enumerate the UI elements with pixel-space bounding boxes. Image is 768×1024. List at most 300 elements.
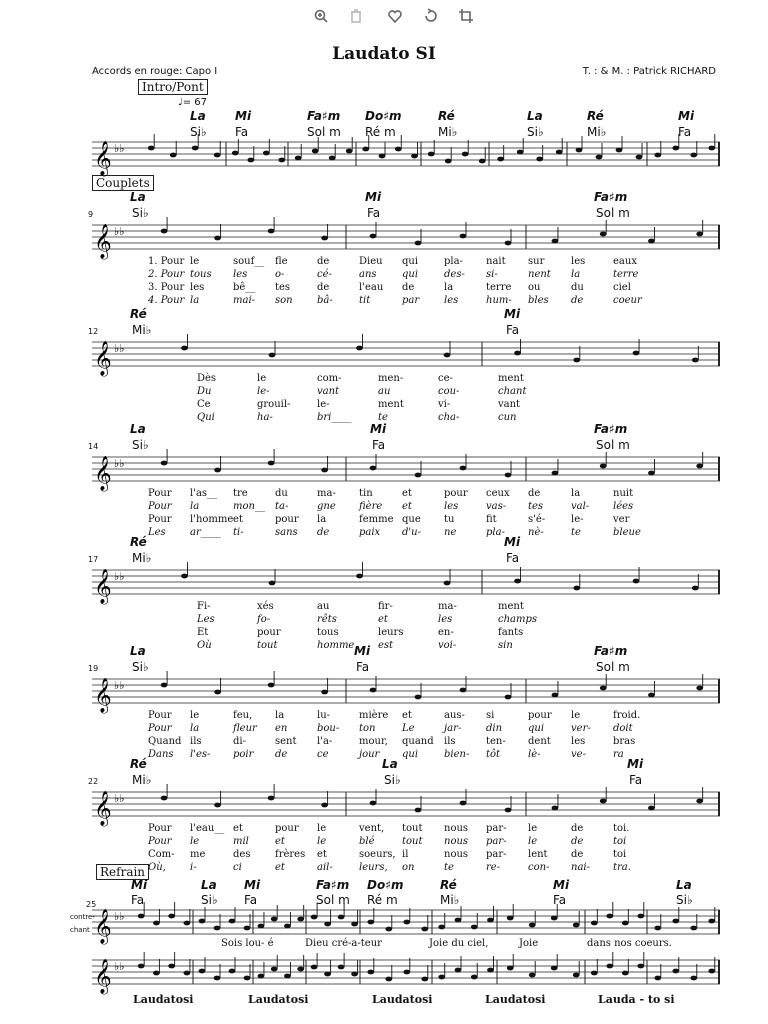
lyric-syllable: Fi- [197,601,211,612]
lyric-syllable: fle [275,256,288,267]
staff-refrain [92,956,720,994]
lyric-syllable: de [317,282,330,293]
lyric-syllable: du [275,488,288,499]
lyric-syllable: et [233,514,243,525]
lyric-syllable: de [571,295,584,306]
lyric-syllable: fit [486,514,497,525]
measure-number: 14 [88,442,99,451]
lyric-syllable: fleur [233,723,257,734]
chord-black: Fa [131,893,145,907]
lyric-syllable: son [275,295,293,306]
lyric-syllable: men- [378,373,404,384]
chord-black: Si♭ [132,206,149,220]
lyric-syllable: cun [498,412,517,423]
lyric-syllable: 3. Pour [148,282,185,293]
lyric-syllable: Dieu [359,256,383,267]
chord-black: Fa [235,125,249,139]
lyric-syllable: pour [528,710,552,721]
svg-text:𝄞: 𝄞 [94,678,112,713]
lyric-syllable: Et [197,627,209,638]
lyric-syllable: fants [498,627,524,638]
measure-number: 12 [88,327,99,336]
staff-verse [92,453,720,491]
verse-chords-black [0,551,768,567]
lyric-syllable: le [317,836,327,847]
lyric-syllable: et [402,501,412,512]
lyric-syllable: tout [257,640,278,651]
lyric-syllable: il [402,849,409,860]
lyric-syllable: d'u- [402,527,421,538]
refrain-bottom-lyric: Laudatosi [248,993,309,1006]
lyric-syllable: me [190,849,206,860]
lyric-syllable: ail- [317,862,333,873]
svg-text:𝄞: 𝄞 [94,141,112,176]
svg-text:𝄞: 𝄞 [94,791,112,826]
lyric-syllable: tit [359,295,371,306]
lyric-syllable: din [486,723,503,734]
lyric-syllable: tout [402,836,423,847]
lyric-syllable: ne [444,527,457,538]
verse-chords-red [0,535,768,551]
lyric-syllable: ils [190,736,202,747]
lyric-syllable: ti- [233,527,244,538]
svg-text:𝄞: 𝄞 [94,909,112,944]
verse-chords-red [0,190,768,206]
verse-line [0,601,768,614]
lyric-syllable: soeurs, [359,849,396,860]
lyric-syllable: la [444,282,454,293]
lyric-syllable: ment [498,601,524,612]
lyric-syllable: blé [359,836,375,847]
refrain-bottom-lyric: Laudatosi [485,993,546,1006]
measure-number: 9 [88,210,94,219]
chord-black: Fa [629,773,643,787]
lyric-syllable: Du [197,386,212,397]
lyric-syllable: le [257,373,267,384]
lyric-syllable: lent [528,849,548,860]
lyric-syllable: du [571,282,584,293]
svg-text:♭♭: ♭♭ [114,570,125,583]
chord-red: Mi [131,878,148,892]
svg-text:♭♭: ♭♭ [114,142,125,155]
lyric-syllable: ceux [486,488,510,499]
lyric-syllable: sur [528,256,545,267]
verse-chords-black [0,323,768,339]
chord-red: Mi [504,535,521,549]
lyric-syllable: l'homme [190,514,234,525]
chord-black: Fa [372,438,386,452]
lyric-syllable: le- [571,514,584,525]
lyric-syllable: le [528,836,538,847]
lyric-syllable: ma- [438,601,457,612]
lyric-syllable: bou- [317,723,340,734]
section-couplets: Couplets [92,175,154,191]
chord-black: Sol m [596,438,630,452]
lyric-syllable: Pour [148,514,172,525]
staff-verse [92,675,720,713]
lyric-syllable: sin [498,640,513,651]
lyric-syllable: nous [444,823,469,834]
lyric-syllable: ils [444,736,456,747]
lyric-syllable: dans nos coeurs. [587,938,672,949]
lyric-syllable: les [438,614,453,625]
lyric-syllable: gne [317,501,336,512]
verse-line [0,627,768,640]
lyric-syllable: par- [486,836,507,847]
verse-chords-red [0,422,768,438]
lyric-syllable: tre [233,488,248,499]
lyric-syllable: poir [233,749,254,760]
lyric-syllable: de [317,256,330,267]
lyric-syllable: mon__ [233,501,265,512]
lyric-syllable: de [571,849,584,860]
lyric-syllable: si [486,710,495,721]
lyric-syllable: aus- [444,710,465,721]
lyric-syllable: ciel [613,282,631,293]
lyric-syllable: Pour [148,823,172,834]
chord-black: Ré m [367,893,398,907]
lyric-syllable: di- [233,736,246,747]
verse-line [0,373,768,386]
lyric-syllable: pour [257,627,281,638]
lyric-syllable: en- [438,627,454,638]
lyric-syllable: leurs, [359,862,388,873]
chord-red: Ré [438,109,455,123]
lyric-syllable: la [571,269,581,280]
intro-chords-red [0,109,768,125]
chord-red: La [676,878,692,892]
lyric-syllable: l'eau [359,282,384,293]
lyric-syllable: Pour [148,723,172,734]
verse-line [0,386,768,399]
chord-black: Fa [553,893,567,907]
chord-red: La [130,644,146,658]
lyric-syllable: ar____ [190,527,221,538]
rotate-icon[interactable] [421,6,441,26]
lyric-syllable: et [317,849,327,860]
verse-line [0,723,768,736]
refrain-bottom-lyric: Laudatosi [372,993,433,1006]
chord-black: Si♭ [190,125,207,139]
lyric-syllable: 2. Pour [148,269,185,280]
chord-red: La [201,878,217,892]
lyric-syllable: pla- [486,527,505,538]
lyric-syllable: l'a- [317,736,333,747]
lyric-syllable: est [378,640,394,651]
lyric-syllable: les [190,282,205,293]
lyric-syllable: tu [444,514,455,525]
lyric-syllable: chant [498,386,527,397]
lyric-syllable: par [402,295,420,306]
lyric-syllable: les [444,501,459,512]
lyric-syllable: ci [233,862,242,873]
lyric-syllable: Quand [148,736,182,747]
chord-red: Fa♯m [594,190,628,204]
lyric-syllable: ten- [486,736,506,747]
lyric-syllable: bien- [444,749,470,760]
lyric-syllable: bri____ [317,412,352,423]
lyric-syllable: te [571,527,581,538]
lyric-syllable: cou- [438,386,460,397]
chord-red: Mi [504,307,521,321]
staff-verse [92,221,720,259]
chord-black: Mi♭ [132,551,152,565]
lyric-syllable: les [233,269,248,280]
lyric-syllable: mai- [233,295,256,306]
zoom-icon[interactable] [311,6,331,26]
chord-red: Fa♯m [594,422,628,436]
measure-number: 25 [86,900,97,909]
lyric-syllable: Dès [197,373,217,384]
chord-black: Si♭ [527,125,544,139]
lyric-syllable: qui [402,256,419,267]
trash-icon[interactable] [346,6,366,26]
svg-text:♭♭: ♭♭ [114,960,125,973]
lyric-syllable: vent, [359,823,385,834]
lyric-syllable: rêts [317,614,337,625]
chord-red: Ré [587,109,604,123]
chord-black: Mi♭ [587,125,607,139]
chord-red: Fa♯m [594,644,628,658]
verse-line [0,736,768,749]
lyric-syllable: paix [359,527,381,538]
tempo-mark: ♩= 67 [178,97,208,108]
lyric-syllable: de [571,823,584,834]
lyric-syllable: nous [444,849,469,860]
lyric-syllable: ta- [275,501,289,512]
lyric-syllable: ment [498,373,524,384]
lyric-syllable: sent [275,736,297,747]
lyric-syllable: con- [528,862,550,873]
lyric-syllable: nait [486,256,506,267]
lyric-syllable: vant [498,399,521,410]
lyric-syllable: souf__ [233,256,265,267]
lyric-syllable: bleue [613,527,641,538]
chord-red: Mi [553,878,570,892]
measure-number: 17 [88,555,99,564]
lyric-syllable: homme [317,640,355,651]
chord-black: Fa [356,660,370,674]
lyric-syllable: mour, [359,736,388,747]
chord-red: Fa♯m [307,109,341,123]
lyric-syllable: qui [402,749,419,760]
contre-chant-label: contre- [70,913,95,921]
chord-black: Fa [506,323,520,337]
lyric-syllable: de [317,527,330,538]
chord-red: Mi [244,878,261,892]
staff-intro [92,138,720,176]
lyric-syllable: tous [190,269,212,280]
lyric-syllable: Où [197,640,212,651]
lyric-syllable: et [402,488,412,499]
lyric-syllable: tout [402,823,423,834]
page-title: Laudato SI [332,44,436,64]
chord-red: Mi [365,190,382,204]
lyric-syllable: le- [317,399,330,410]
lyric-syllable: et [233,823,243,834]
chord-red: Mi [370,422,387,436]
lyric-syllable: doit [613,723,633,734]
lyric-syllable: lu- [317,710,331,721]
lyric-syllable: frères [275,849,306,860]
lyric-syllable: de [528,488,541,499]
chord-black: Sol m [596,206,630,220]
lyric-syllable: le [571,710,581,721]
refrain-bottom-lyric: Laudatosi [133,993,194,1006]
lyric-syllable: femme [359,514,394,525]
svg-text:♭♭: ♭♭ [114,792,125,805]
lyric-syllable: pour [275,823,299,834]
verse-chords-black [0,438,768,454]
lyric-syllable: et [378,614,388,625]
lyric-syllable: de [402,282,415,293]
svg-text:𝄞: 𝄞 [94,456,112,491]
lyric-syllable: toi. [613,823,630,834]
lyric-syllable: froid. [613,710,641,721]
svg-text:𝄞: 𝄞 [94,224,112,259]
lyric-syllable: vas- [486,501,507,512]
chord-black: Sol m [596,660,630,674]
svg-text:♭♭: ♭♭ [114,342,125,355]
lyric-syllable: des [233,849,251,860]
lyric-syllable: si- [486,269,498,280]
chord-red: Mi [354,644,371,658]
lyric-syllable: ma- [317,488,336,499]
lyric-syllable: Pour [148,488,172,499]
verse-chords-black [0,773,768,789]
lyric-syllable: fière [359,501,383,512]
lyric-syllable: Joie du ciel, [429,938,489,949]
chord-red: La [382,757,398,771]
verse-line [0,488,768,501]
verse-line [0,269,768,282]
measure-number: 22 [88,777,99,786]
lyric-syllable: grouil- [257,399,291,410]
lyric-syllable: Pour [148,836,172,847]
lyric-syllable: la [275,710,285,721]
lyric-syllable: les [444,295,459,306]
lyric-syllable: champs [498,614,538,625]
lyric-syllable: bâ- [317,295,333,306]
capo-note: Accords en rouge: Capo I [92,66,218,77]
lyric-syllable: et [275,836,285,847]
lyric-syllable: bles [528,295,549,306]
lyric-syllable: te [378,412,388,423]
chord-red: La [130,190,146,204]
lyric-syllable: et [402,710,412,721]
chord-red: La [130,422,146,436]
lyric-syllable: nai- [571,862,590,873]
chord-black: Mi♭ [440,893,460,907]
lyric-syllable: vant [317,386,340,397]
lyric-syllable: Dieu cré-a-teur [305,938,382,949]
chord-black: Mi♭ [438,125,458,139]
lyric-syllable: ha- [257,412,273,423]
lyric-syllable: ton [359,723,376,734]
lyric-syllable: nous [444,836,469,847]
lyric-syllable: nè- [528,527,544,538]
chord-black: Si♭ [676,893,693,907]
lyric-syllable: Qui [197,412,215,423]
lyric-syllable: terre [486,282,512,293]
chord-black: Mi♭ [132,323,152,337]
lyric-syllable: ce [317,749,329,760]
verse-line [0,399,768,412]
verse-line [0,849,768,862]
lyric-syllable: le [190,710,200,721]
lyric-syllable: Le [402,723,415,734]
lyric-syllable: ra [613,749,624,760]
verse-chords-red [0,757,768,773]
lyric-syllable: on [402,862,415,873]
lyric-syllable: pour [444,488,468,499]
chord-red: La [190,109,206,123]
lyric-syllable: l'es- [190,749,211,760]
svg-text:𝄞: 𝄞 [94,569,112,604]
svg-text:𝄞: 𝄞 [94,959,112,994]
lyric-syllable: nent [528,269,551,280]
lyric-syllable: le [528,823,538,834]
lyric-syllable: 1. Pour [148,256,185,267]
lyric-syllable: bras [613,736,636,747]
lyric-syllable: tôt [486,749,501,760]
lyric-syllable: tin [359,488,373,499]
lyric-syllable: fir- [378,601,393,612]
author-credit: T. : & M. : Patrick RICHARD [582,66,716,77]
lyric-syllable: Joie [519,938,539,949]
crop-icon[interactable] [456,6,476,26]
chord-black: Mi♭ [132,773,152,787]
lyric-syllable: par- [486,849,507,860]
chord-red: Do♯m [367,878,404,892]
verse-chords-red [0,644,768,660]
heart-icon[interactable] [385,6,405,26]
lyric-syllable: terre [613,269,639,280]
chord-red: Ré [130,757,147,771]
chord-black: Ré m [365,125,396,139]
verse-line [0,256,768,269]
lyric-syllable: pour [275,514,299,525]
lyric-syllable: que [402,514,421,525]
lyric-syllable: de [571,836,584,847]
image-toolbar [0,0,768,32]
lyric-syllable: Où, [148,862,166,873]
lyric-syllable: jar- [444,723,462,734]
lyric-syllable: tous [317,627,339,638]
lyric-syllable: des- [444,269,465,280]
chord-black: Si♭ [132,660,149,674]
lyric-syllable: xés [257,601,274,612]
verse-line [0,862,768,875]
lyric-syllable: pla- [444,256,463,267]
lyric-syllable: ans [359,269,377,280]
lyric-syllable: vi- [438,399,451,410]
lyric-syllable: cha- [438,412,460,423]
lyric-syllable: te [444,862,454,873]
lyric-syllable: lées [613,501,634,512]
verse-chords-black [0,660,768,676]
chord-black: Si♭ [384,773,401,787]
lyric-syllable: eaux [613,256,637,267]
lyric-syllable: l'as__ [190,488,218,499]
measure-number: 19 [88,664,99,673]
lyric-syllable: tra. [613,862,631,873]
lyric-syllable: com- [317,373,342,384]
verse-line [0,823,768,836]
lyric-syllable: ou [528,282,541,293]
verse-line [0,514,768,527]
lyric-syllable: les [571,256,586,267]
